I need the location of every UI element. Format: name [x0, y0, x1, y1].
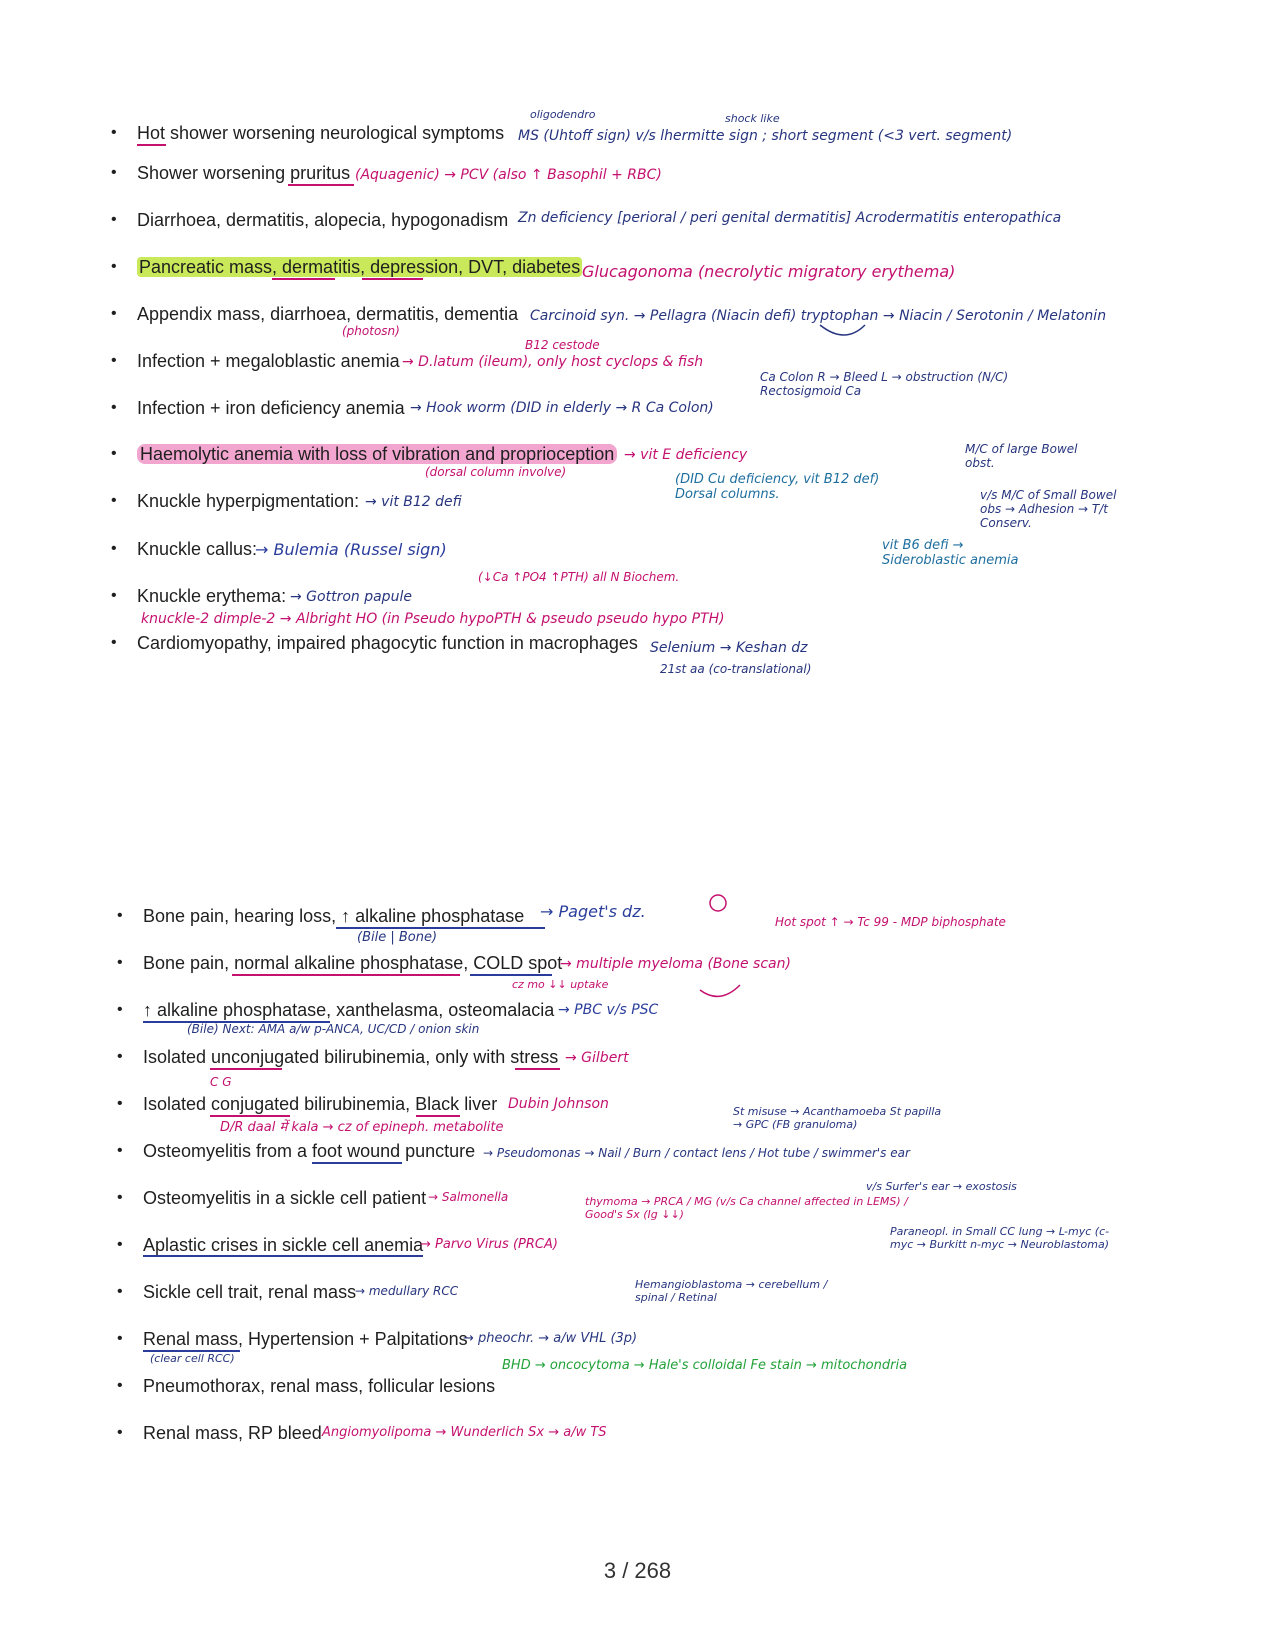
annotation: → vit B12 defi: [365, 494, 462, 510]
annotation: MS (Uhtoff sign) v/s lhermitte sign ; short segment (<3 vert. segment): [518, 128, 1013, 144]
annotation: Paraneopl. in Small CC lung → L-myc (c-myc → Burkitt n-myc → Neuroblastoma): [890, 1225, 1110, 1251]
annotation: → medullary RCC: [355, 1284, 459, 1298]
item-text: Shower worsening pruritus: [137, 163, 351, 183]
annotation: Dubin Johnson: [508, 1096, 609, 1112]
bullet: •: [117, 1189, 123, 1206]
item-text: Knuckle hyperpigmentation:: [137, 491, 360, 511]
annotation: Angiomyolipoma → Wunderlich Sx → a/w TS: [322, 1425, 607, 1440]
arrow-stroke: [820, 325, 865, 335]
annotation: (photosn): [342, 324, 400, 338]
annotation: (clear cell RCC): [150, 1352, 235, 1365]
bullet: •: [111, 587, 117, 604]
annotation: Glucagonoma (necrolytic migratory erythema): [582, 262, 956, 281]
item-text: Aplastic crises in sickle cell anemia: [143, 1235, 424, 1255]
bullet: •: [111, 124, 117, 141]
item-text: Sickle cell trait, renal mass: [143, 1282, 357, 1302]
bullet: •: [117, 1048, 123, 1065]
annotation: 21st aa (co-translational): [660, 662, 812, 676]
annotation: oligodendro: [530, 108, 596, 121]
bullet: •: [117, 1001, 123, 1018]
bullet: •: [117, 1424, 123, 1441]
item-text: Bone pain, hearing loss, ↑ alkaline phosphatase: [143, 906, 525, 926]
annotation: → D.latum (ileum), only host cyclops & fish: [402, 354, 704, 370]
item-text: Renal mass, Hypertension + Palpitations: [143, 1329, 468, 1349]
annotation: Carcinoid syn. → Pellagra (Niacin defi) tryptophan → Niacin / Serotonin / Melatonin: [530, 308, 1107, 324]
annotation: vit B6 defi → Sideroblastic anemia: [882, 538, 1019, 568]
bullet: •: [117, 1095, 123, 1112]
annotation: Selenium → Keshan dz: [650, 640, 808, 656]
bullet: •: [111, 305, 117, 322]
annotation: knuckle-2 dimple-2 → Albright HO (in Pseudo hypoPTH & pseudo pseudo hypo PTH): [141, 611, 725, 627]
annotation: → multiple myeloma (Bone scan): [560, 956, 791, 972]
annotation: (Bile) Next: AMA a/w p-ANCA, UC/CD / onion skin: [187, 1022, 480, 1036]
item-text: Pneumothorax, renal mass, follicular lesions: [143, 1376, 496, 1396]
bullet: •: [117, 1377, 123, 1394]
annotation: thymoma → PRCA / MG (v/s Ca channel affected in LEMS) / Good's Sx (Ig ↓↓): [585, 1195, 908, 1221]
bullet: •: [117, 1283, 123, 1300]
item-text: ↑ alkaline phosphatase, xanthelasma, osteomalacia: [143, 1000, 555, 1020]
annotation: → vit E deficiency: [624, 447, 748, 463]
annotation: → Hook worm (DID in elderly → R Ca Colon): [410, 400, 714, 416]
annotation: Ca Colon R → Bleed L → obstruction (N/C) Rectosigmoid Ca: [760, 370, 1009, 398]
annotation: shock like: [725, 112, 780, 125]
item-text: Cardiomyopathy, impaired phagocytic function in macrophages: [137, 633, 638, 653]
annotation: (↓Ca ↑PO4 ↑PTH) all N Biochem.: [478, 570, 680, 584]
annotation: → Parvo Virus (PRCA): [420, 1237, 558, 1252]
annotation: v/s Surfer's ear → exostosis: [866, 1180, 1017, 1193]
item-text: Infection + megaloblastic anemia: [137, 351, 400, 371]
annotation: cz mo ↓↓ uptake: [512, 978, 609, 991]
annotation: BHD → oncocytoma → Hale's colloidal Fe stain → mitochondria: [502, 1358, 908, 1373]
annotation: D/R daal में kala → cz of epineph. metabolite: [220, 1120, 504, 1135]
annotation: St misuse → Acanthamoeba St papilla → GPC (FB granuloma): [733, 1105, 942, 1131]
annotation: M/C of large Bowel obst.: [965, 442, 1078, 470]
item-text: Osteomyelitis in a sickle cell patient: [143, 1188, 427, 1208]
annotation: (Bile | Bone): [357, 930, 438, 945]
bullet: •: [111, 352, 117, 369]
item-text: Isolated unconjugated bilirubinemia, only with stress: [143, 1047, 559, 1067]
annotation: Hemangioblastoma → cerebellum / spinal / Retinal: [635, 1278, 828, 1304]
annotation: → pheochr. → a/w VHL (3p): [463, 1331, 638, 1346]
bullet: •: [117, 1330, 123, 1347]
annotation: → Paget's dz.: [540, 902, 646, 921]
item-text: Bone pain, normal alkaline phosphatase, COLD spot: [143, 953, 563, 973]
item-text: Hot shower worsening neurological symptoms: [137, 123, 505, 143]
annotation: (DID Cu deficiency, vit B12 def) Dorsal columns.: [675, 472, 880, 502]
annotation: Zn deficiency [perioral / peri genital dermatitis] Acrodermatitis enteropathica: [518, 210, 1062, 226]
bullet: •: [117, 1142, 123, 1159]
bullet: •: [111, 540, 117, 557]
annotation: → PBC v/s PSC: [558, 1002, 659, 1018]
annotation: C G: [210, 1075, 232, 1089]
bullet: •: [111, 164, 117, 181]
page-counter: 3 / 268: [603, 1558, 672, 1583]
bullet: •: [111, 258, 117, 275]
item-text: Pancreatic mass, dermatitis, depression, DVT, diabetes: [139, 257, 581, 277]
item-text: Infection + iron deficiency anemia: [137, 398, 405, 418]
bullet: •: [117, 954, 123, 971]
bullet: •: [111, 492, 117, 509]
annotation: v/s M/C of Small Bowel obs → Adhesion → T/t Conserv.: [980, 488, 1117, 530]
bullet: •: [111, 399, 117, 416]
circle-stroke: [710, 895, 726, 911]
annotation: → Salmonella: [428, 1190, 509, 1204]
item-text: Renal mass, RP bleed: [143, 1423, 322, 1443]
arrow-stroke: [700, 985, 740, 996]
item-text: Appendix mass, diarrhoea, dermatitis, dementia: [137, 304, 519, 324]
item-text: Isolated conjugated bilirubinemia, Black liver: [143, 1094, 498, 1114]
item-text: Knuckle erythema:: [137, 586, 287, 606]
bullet: •: [111, 634, 117, 651]
annotation: B12 cestode: [525, 338, 600, 352]
annotation: (dorsal column involve): [425, 465, 567, 479]
annotation: → Pseudomonas → Nail / Burn / contact lens / Hot tube / swimmer's ear: [483, 1146, 910, 1160]
item-text: Knuckle callus:: [137, 539, 258, 559]
bullet: •: [117, 907, 123, 924]
annotation: Hot spot ↑ → Tc 99 - MDP biphosphate: [775, 915, 1006, 929]
annotation: → Gilbert: [565, 1050, 629, 1066]
item-text: Haemolytic anemia with loss of vibration and proprioception: [137, 444, 617, 464]
bullet: •: [111, 211, 117, 228]
annotation: → Bulemia (Russel sign): [255, 540, 447, 559]
bullet: •: [117, 1236, 123, 1253]
annotation: → Gottron papule: [290, 589, 412, 605]
item-text: Diarrhoea, dermatitis, alopecia, hypogonadism: [137, 210, 509, 230]
annotation: (Aquagenic) → PCV (also ↑ Basophil + RBC): [355, 167, 662, 183]
bullet: •: [111, 445, 117, 462]
item-text: Osteomyelitis from a foot wound puncture: [143, 1141, 476, 1161]
